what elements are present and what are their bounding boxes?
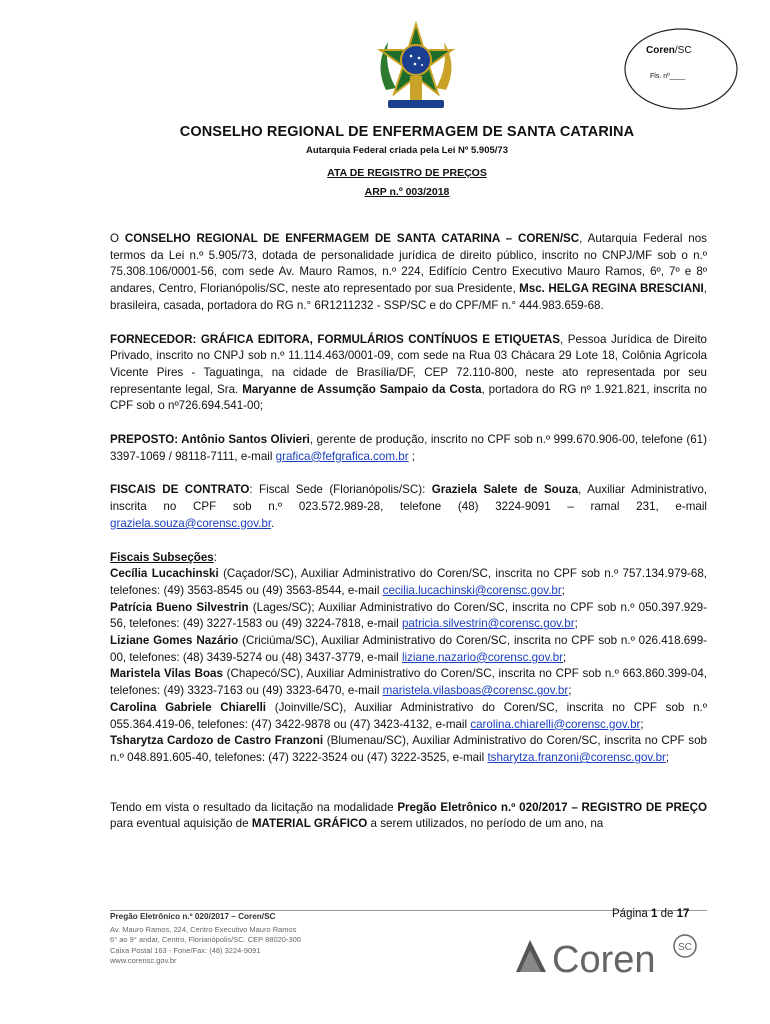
preposto-email-link[interactable]: grafica@fefgrafica.com.br — [275, 449, 409, 463]
brazil-coat-of-arms-icon — [366, 20, 466, 120]
list-item: Patrícia Bueno Silvestrin (Lages/SC); Auxiliar Administrativo do Coren/SC, inscrita no CPF sob n.º 050.397.929-56, telefones: (49) 3227-1583 ou (49) 3224-7818, e-mail patricia.silvestrin@corensc.gov.br; — [110, 600, 707, 631]
list-item: Tsharytza Cardozo de Castro Franzoni (Blumenau/SC), Auxiliar Administrativo do Coren/SC, inscrita no CPF sob n.º 048.891.605-40, telefones: (47) 3222-3524 ou (47) 3222-3525, e-mail tsharytza.franzoni@corensc.gov.br; — [110, 734, 707, 764]
fiscal-email-link[interactable]: cecilia.lucachinski@corensc.gov.br — [382, 583, 562, 597]
page-number: Página 1 de 17 — [612, 908, 690, 920]
fiscal-email-link[interactable]: patricia.silvestrin@corensc.gov.br — [401, 617, 575, 631]
stamp-brand: Coren/SC — [646, 45, 692, 56]
org-subtitle: Autarquia Federal criada pela Lei Nº 5.905/73 — [305, 145, 508, 156]
paragraph-preposto: PREPOSTO: Antônio Santos Olivieri, gerente de produção, inscrito no CPF sob n.º 999.670.906-00, telefone (61) 3397-1069 / 98118-7111, e-mail grafica@fefgrafica.com.br ; — [110, 433, 707, 463]
fiscal-email-link[interactable]: liziane.nazario@corensc.gov.br — [401, 650, 564, 664]
list-item: Carolina Gabriele Chiarelli (Joinville/SC), Auxiliar Administrativo do Coren/SC, inscrita no CPF sob n.º 055.364.419-06, telefones: (47) 3422-9878 ou (47) 3423-4132, e-mail carolina.chiarelli@corensc.gov.br; — [110, 700, 707, 731]
paragraph-fornecedor: FORNECEDOR: GRÁFICA EDITORA, FORMULÁRIOS CONTÍNUOS E ETIQUETAS, Pessoa Jurídica de Direito Privado, inscrito no CNPJ sob n.º 11.114.463/0001-09, com sede na Rua 03 Chácara 29 Lote 18, Colônia Agrícola Vicente Pires - Taguatinga, na cidade de Brasília/DF, CEP 72.110-800, neste ato representada por seu representante legal, Sra. Maryanne de Assumção Sampaio da Costa, portadora do RG nº 1.921.821, inscrita no CPF sob o nº726.694.541-00; — [110, 332, 707, 413]
coren-logo — [510, 932, 710, 980]
list-item: Cecília Lucachinski (Caçador/SC), Auxiliar Administrativo do Coren/SC, inscrita no CPF sob n.º 757.134.979-68, telefones: (49) 3563-8545 ou (49) 3563-8544, e-mail cecilia.lucachinski@corensc.gov.br; — [110, 567, 707, 597]
fiscais-subsecoes — [110, 550, 707, 767]
org-title: CONSELHO REGIONAL DE ENFERMAGEM DE SANTA CATARINA — [179, 124, 635, 140]
footer-address: Av. Mauro Ramos, 224, Centro Executivo Mauro Ramos 6° ao 9° andar, Centro, Florianópolis/SC. CEP 88020-300 Caixa Postal 163 - Fone/Fax: (48) 3224-9091 www.corensc.gov.br — [110, 925, 301, 966]
list-item: Maristela Vilas Boas (Chapecó/SC), Auxiliar Administrativo do Coren/SC, inscrita no CPF sob n.º 663.860.399-04, telefones: (49) 3323-7163 ou (49) 3323-6470, e-mail maristela.vilasboas@corensc.gov.br; — [110, 667, 708, 698]
stamp-fls: Fls. nº____ — [650, 73, 686, 80]
paragraph-fiscais-contrato: FISCAIS DE CONTRATO: Fiscal Sede (Florianópolis/SC): Graziela Salete de Souza, Auxiliar Administrativo, inscrita no CPF sob n.º 023.572.989-28, telefone (48) 3224-9091 – ramal 231, e-mail graziela.souza@corensc.gov.br. — [110, 483, 707, 530]
doc-title: ATA DE REGISTRO DE PREÇOS — [327, 167, 487, 179]
paragraph-licitacao: Tendo em vista o resultado da licitação na modalidade Pregão Eletrônico n.º 020/2017 – REGISTRO DE PREÇO para eventual aquisição de MATERIAL GRÁFICO a serem utilizados, no período de um ano, na — [110, 800, 707, 831]
svg-text:SC: SC — [678, 942, 692, 953]
fiscal-sede-email-link[interactable]: graziela.souza@corensc.gov.br — [110, 516, 272, 530]
list-item: Liziane Gomes Nazário (Criciúma/SC), Auxiliar Administrativo do Coren/SC, inscrita no CPF sob n.º 026.418.699-00, telefones: (48) 3439-5274 ou (48) 3437-3779, e-mail liziane.nazario@corensc.gov.br; — [110, 634, 707, 664]
document-body — [110, 231, 707, 850]
footer-reference: Pregão Eletrônico n.º 020/2017 – Coren/SC — [110, 912, 276, 921]
protocol-stamp — [621, 24, 741, 114]
fiscal-email-link[interactable]: carolina.chiarelli@corensc.gov.br — [470, 717, 641, 731]
fiscais-subsecoes-heading: Fiscais Subseções: — [110, 550, 217, 564]
fiscal-email-link[interactable]: tsharytza.franzoni@corensc.gov.br — [487, 750, 666, 764]
fiscal-email-link[interactable]: maristela.vilasboas@corensc.gov.br — [382, 684, 569, 698]
doc-number: ARP n.º 003/2018 — [364, 186, 450, 198]
svg-text:Coren: Coren — [552, 939, 656, 980]
paragraph-contratante: O CONSELHO REGIONAL DE ENFERMAGEM DE SANTA CATARINA – COREN/SC, Autarquia Federal nos termos da Lei n.º 5.905/73, dotada de personalidade jurídica de direito público, inscrito no CNPJ/MF sob o n.º 75.308.106/0001-56, com sede Av. Mauro Ramos, n.º 224, Edifício Centro Executivo Mauro Ramos, 6º, 7º e 8º andares, Centro, Florianópolis/SC, neste ato representado por sua Presidente, Msc. HELGA REGINA BRESCIANI, brasileira, casada, portadora do RG n.° 6R1211232 - SSP/SC e do CPF/MF n.° 444.983.659-68. — [110, 232, 707, 312]
